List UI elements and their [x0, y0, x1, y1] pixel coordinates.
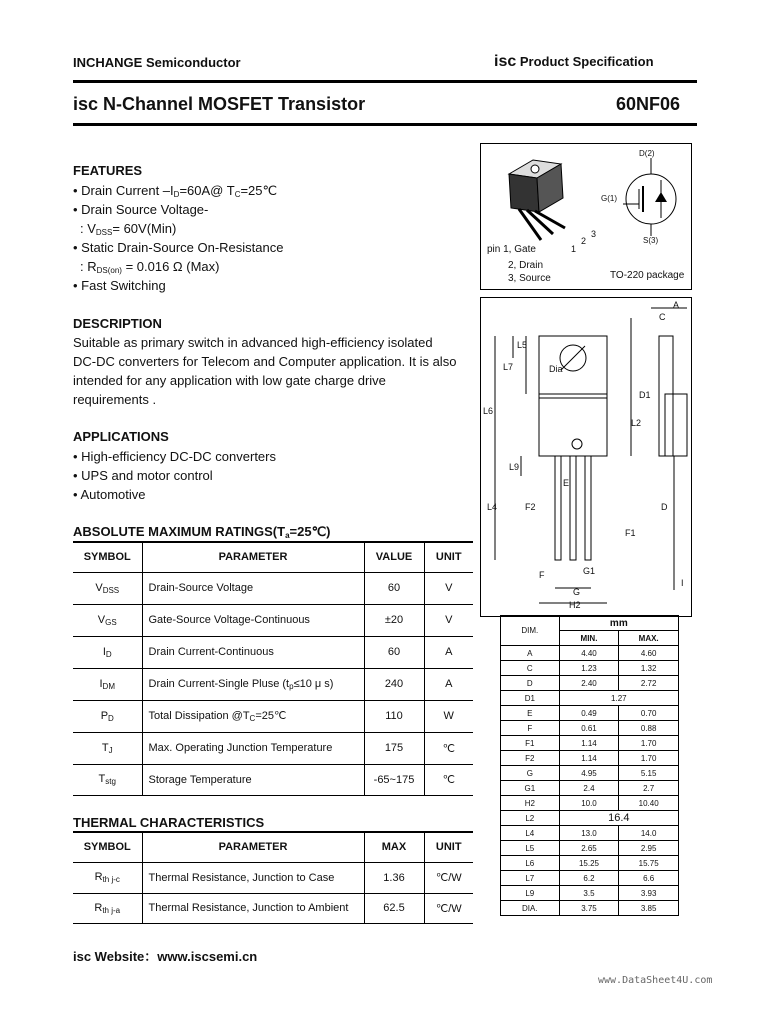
package-box: [480, 143, 692, 290]
feature-rds: : $R_{DS(on)} = 0.016$ Ω (Max): [80, 259, 220, 275]
pin-label: pin 1, Gate: [487, 244, 536, 255]
front-lead: [570, 456, 576, 560]
table-header-row: [73, 543, 473, 572]
pin-label: 3, Source: [508, 273, 551, 284]
table-row: L9 3.5 3.93: [501, 886, 679, 901]
spec-label: [494, 53, 654, 71]
table-row: DIA. 3.75 3.85: [501, 901, 679, 916]
thermal-table: [73, 833, 473, 924]
package-name: TO-220 package: [610, 270, 685, 281]
table-row: [73, 604, 473, 636]
drawing-label: L6: [483, 406, 494, 416]
parameter-cell: Drain Current-Single Pluse ($t_p\le 10$ μ s): [142, 668, 364, 700]
header-rule: [73, 80, 697, 83]
thermal-heading: THERMAL CHARACTERISTICS: [73, 815, 265, 830]
body-dimple: [572, 439, 582, 449]
description-text: Suitable as primary switch in advanced high-efficiency isolated DC-DC converters for Telecom and Computer application. It is also intended for any application with low gate charge drive requirements .: [73, 335, 457, 407]
lead-number: 1: [571, 244, 577, 254]
table-row: L6 15.25 15.75: [501, 856, 679, 871]
parameter-cell: Storage Temperature: [142, 764, 364, 795]
table-row: H2 10.0 10.40: [501, 796, 679, 811]
parameter-cell: Gate-Source Voltage-Continuous: [142, 604, 364, 636]
symbol-cell: $V_{DSS}$: [73, 572, 142, 604]
watermark: www.DataSheet4U.com: [598, 975, 713, 986]
drawing-label: I: [681, 578, 684, 588]
unit-cell: A: [424, 668, 473, 700]
front-lead: [555, 456, 561, 560]
title-prefix: isc: [73, 94, 99, 114]
symbol-label: S(3): [643, 236, 659, 245]
value-cell: 240: [364, 668, 424, 700]
value-cell: 60: [364, 636, 424, 668]
table-header-row: [73, 833, 473, 862]
unit-cell: V: [424, 572, 473, 604]
column-header: MAX: [364, 833, 424, 862]
unit-cell: ℃/W: [424, 862, 473, 893]
drawing-label: L5: [517, 340, 528, 350]
drawing-label: L7: [503, 362, 514, 372]
column-header: MIN.: [559, 631, 619, 646]
value-cell: ±20: [364, 604, 424, 636]
website-label: isc Website：: [73, 949, 158, 964]
feature-fast-switching: • Fast Switching: [73, 278, 166, 293]
column-header: UNIT: [424, 833, 473, 862]
drawing-label: Dia: [549, 364, 563, 374]
mosfet-symbol: [626, 174, 676, 224]
table-row: E 0.49 0.70: [501, 706, 679, 721]
side-body: [665, 394, 687, 456]
feature-vdss: : $V_{DSS}= 60V(Min)$: [80, 221, 177, 237]
drawing-label: F1: [625, 528, 636, 538]
parameter-cell: Drain Current-Continuous: [142, 636, 364, 668]
column-header: VALUE: [364, 543, 424, 572]
hole-leader: [561, 346, 585, 370]
table-row: G1 2.4 2.7: [501, 781, 679, 796]
pin-label: 2, Drain: [508, 260, 544, 271]
company-name: INCHANGE Semiconductor: [73, 55, 241, 70]
ratings-heading: ABSOLUTE MAXIMUM $RATINGS(T_a=25℃)$: [73, 524, 331, 540]
feature-drain-current: • Drain Current $-I_D=60A@$ $T_C=25℃$: [73, 183, 278, 199]
table-row: [73, 572, 473, 604]
table-row: L5 2.65 2.95: [501, 841, 679, 856]
table-row: [73, 636, 473, 668]
value-cell: 175: [364, 732, 424, 764]
website-line: [73, 946, 257, 965]
parameter-cell: Max. Operating Junction Temperature: [142, 732, 364, 764]
spec-text: Product Specification: [519, 54, 654, 69]
side-tab: [659, 336, 673, 456]
part-number: 60NF06: [616, 94, 681, 114]
front-lead: [585, 456, 591, 560]
description-heading: DESCRIPTION: [73, 316, 162, 331]
parameter-cell: Total Dissipation $@T_C=25℃$: [142, 700, 364, 732]
column-header: mm: [559, 616, 678, 631]
drawing-label: D1: [639, 390, 651, 400]
drawing-label: D: [661, 502, 668, 512]
symbol-cell: $T_{stg}$: [73, 764, 142, 795]
table-row: F 0.61 0.88: [501, 721, 679, 736]
unit-cell: A: [424, 636, 473, 668]
application-item: • Automotive: [73, 487, 146, 502]
application-item: • High-efficiency DC-DC converters: [73, 449, 276, 464]
drawing-label: C: [659, 312, 666, 322]
title-product: N-Channel MOSFET Transistor: [103, 94, 366, 114]
feature-on-resistance: • Static Drain-Source On-Resistance: [73, 240, 284, 255]
value-cell: 1.36: [364, 862, 424, 893]
drawing-label: G1: [583, 566, 596, 576]
symbol-cell: $T_J$: [73, 732, 142, 764]
symbol-cell: $R_{th j-a}$: [73, 893, 142, 923]
lead-number: 2: [581, 236, 587, 246]
drawing-label: H2: [569, 600, 581, 610]
body-front: [509, 174, 539, 212]
drawing-label: A: [673, 300, 680, 310]
unit-cell: W: [424, 700, 473, 732]
parameter-cell: Drain-Source Voltage: [142, 572, 364, 604]
drawing-label: F: [539, 570, 545, 580]
table-row: L4 13.0 14.0: [501, 826, 679, 841]
table-row: G 4.95 5.15: [501, 766, 679, 781]
column-header: SYMBOL: [73, 543, 142, 572]
column-header: DIM.: [501, 616, 560, 646]
table-row: [73, 732, 473, 764]
ratings-table: [73, 543, 473, 796]
table-row: [73, 764, 473, 795]
drawing-label: L9: [509, 462, 520, 472]
symbol-cell: $I_{DM}$: [73, 668, 142, 700]
value-cell: -65~175: [364, 764, 424, 795]
unit-cell: V: [424, 604, 473, 636]
parameter-cell: Thermal Resistance, Junction to Case: [142, 862, 364, 893]
symbol-label: D(2): [639, 149, 655, 158]
dimension-table: [500, 615, 679, 916]
table-row: [73, 862, 473, 893]
table-row: D 2.40 2.72: [501, 676, 679, 691]
symbol-cell: $I_D$: [73, 636, 142, 668]
drawing-label: G: [573, 587, 581, 597]
website-link[interactable]: www.iscsemi.cn: [157, 949, 258, 964]
dimension-header-row: [501, 616, 679, 631]
application-item: • UPS and motor control: [73, 468, 213, 483]
parameter-cell: Thermal Resistance, Junction to Ambient: [142, 893, 364, 923]
symbol-label: G(1): [601, 194, 617, 203]
unit-cell: ℃: [424, 764, 473, 795]
column-header: MAX.: [619, 631, 679, 646]
table-row: [73, 700, 473, 732]
symbol-cell: $V_{GS}$: [73, 604, 142, 636]
unit-cell: ℃: [424, 732, 473, 764]
table-row: [73, 893, 473, 923]
feature-drain-source-voltage: • Drain Source Voltage-: [73, 202, 209, 217]
page-title: [73, 94, 365, 115]
column-header: SYMBOL: [73, 833, 142, 862]
drawing-label: F2: [525, 502, 536, 512]
features-heading: FEATURES: [73, 163, 143, 178]
drawing-label: E: [563, 478, 570, 488]
drawing-box: [480, 297, 692, 617]
value-cell: 110: [364, 700, 424, 732]
table-row: A 4.40 4.60: [501, 646, 679, 661]
table-row: F2 1.14 1.70: [501, 751, 679, 766]
drawing-label: L2: [631, 418, 642, 428]
table-row: F1 1.14 1.70: [501, 736, 679, 751]
value-cell: 60: [364, 572, 424, 604]
table-row: C 1.23 1.32: [501, 661, 679, 676]
table-row: L2 16.4: [501, 811, 679, 826]
lead-number: 3: [591, 229, 597, 239]
table-row: D1 1.27: [501, 691, 679, 706]
column-header: PARAMETER: [142, 543, 364, 572]
title-rule: [73, 123, 697, 126]
spec-prefix: isc: [494, 53, 517, 70]
symbol-cell: $P_D$: [73, 700, 142, 732]
value-cell: 62.5: [364, 893, 424, 923]
drawing-label: L4: [487, 502, 498, 512]
unit-cell: ℃/W: [424, 893, 473, 923]
table-row: [73, 668, 473, 700]
mount-hole: [531, 165, 539, 173]
symbol-cell: $R_{th j-c}$: [73, 862, 142, 893]
applications-heading: APPLICATIONS: [73, 429, 169, 444]
table-row: L7 6.2 6.6: [501, 871, 679, 886]
column-header: UNIT: [424, 543, 473, 572]
column-header: PARAMETER: [142, 833, 364, 862]
